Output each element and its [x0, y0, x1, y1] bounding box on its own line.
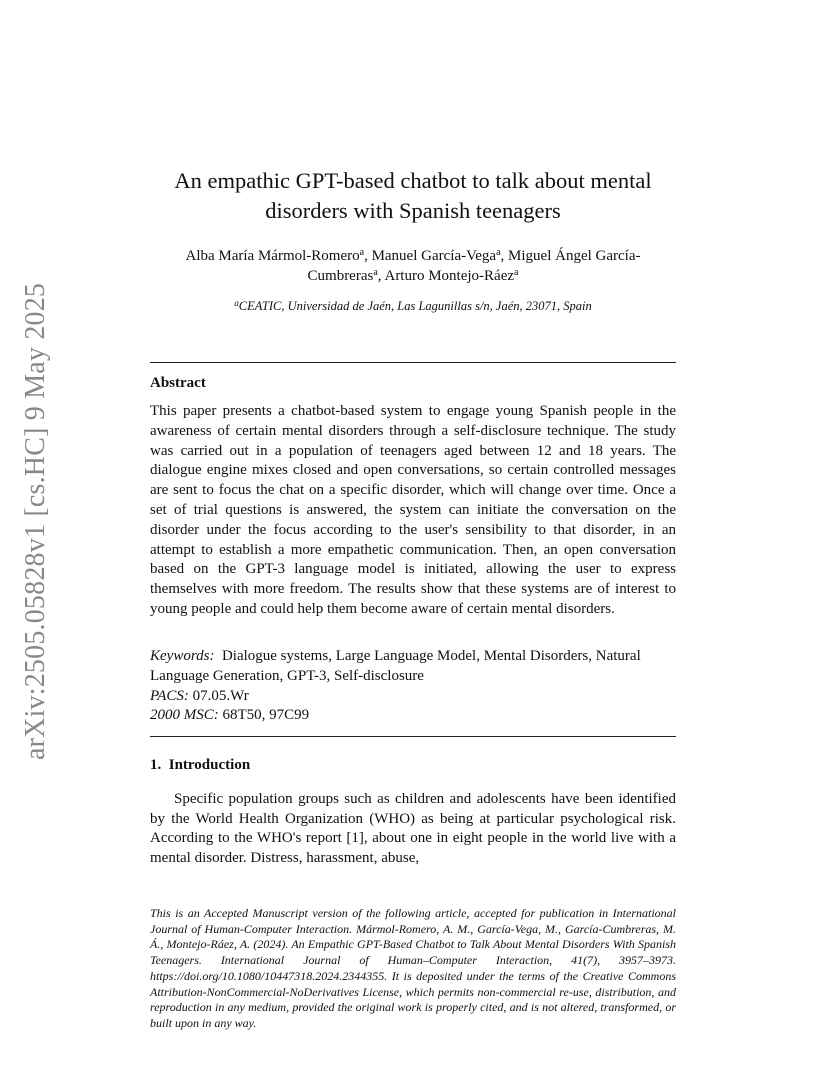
- keywords-label: Keywords:: [150, 648, 215, 664]
- author-separator: ,: [500, 248, 509, 264]
- msc-value: 68T50, 97C99: [222, 707, 310, 724]
- abstract-top-rule: [150, 362, 676, 363]
- affiliation: [150, 297, 676, 315]
- pacs-label: PACS:: [150, 687, 189, 704]
- publication-footnote: This is an Accepted Manuscript version of the following article, accepted for publication in International Journal of Human-Computer Interaction. Mármol-Romero, A. M., García-Vega, M., García-Cumbreras, M. Á., Montejo-Ráez, A. (2024). An Empathic GPT-Based Chatbot to Talk About Mental Disorders With Spanish Teenagers. International Journal of Human–Computer Interaction, 41(7), 3957–3973. https://doi.org/10.1080/10447318.2024.2344355. It is deposited under the terms of the Creative Commons Attribution-NonCommercial-NoDerivatives License, which permits non-commercial re-use, distribution, and reproduction in any medium, provided the original work is properly cited, and is not altered, transformed, or built upon in any way.: [150, 906, 676, 1030]
- msc-label: 2000 MSC:: [150, 707, 219, 724]
- paper-title: An empathic GPT-based chatbot to talk about mental disorders with Spanish teenagers: [174, 168, 652, 223]
- author-affiliation-mark: a: [373, 267, 378, 278]
- keywords-block: [150, 647, 676, 726]
- affiliation-text: CEATIC, Universidad de Jaén, Las Lagunillas s/n, Jaén, 23071, Spain: [238, 299, 592, 313]
- abstract-text: This paper presents a chatbot-based system to engage young Spanish people in the awareness of certain mental disorders through a self-disclosure technique. The study was carried out in a population of teenagers aged between 12 and 18 years. The dialogue engine mixes closed and open conversations, so certain controlled messages are sent to focus the chat on a specific disorder, which will change over time. Once a set of trial questions is answered, the system can initiate the conversation on the disorder under the focus according to the user's sensibility to that disorder, in an attempt to establish a more empathetic communication. Then, an open conversation based on the GPT-3 language model is initiated, allowing the user to express themselves with more freedom. The results show that these systems are of interest to young people and could help them become aware of certain mental disorders.: [150, 403, 676, 617]
- author-name: Manuel García-Vega: [371, 248, 497, 264]
- author-name: Arturo Montejo-Ráez: [384, 268, 515, 284]
- author-separator: ,: [364, 248, 372, 264]
- arxiv-identifier-stamp: arXiv:2505.05828v1 [cs.HC] 9 May 2025: [20, 282, 51, 760]
- introduction-heading: 1. Introduction: [150, 757, 251, 773]
- abstract-bottom-rule: [150, 736, 676, 737]
- author-affiliation-mark: a: [514, 267, 519, 278]
- author-name: Miguel Ángel García-Cumbreras: [307, 248, 641, 284]
- author-affiliation-mark: a: [496, 247, 501, 258]
- msc-line: [150, 706, 676, 726]
- author-separator: ,: [377, 268, 385, 284]
- affiliation-mark: a: [234, 298, 239, 308]
- introduction-text: Specific population groups such as children and adolescents have been identified by the World Health Organization (WHO) as being at particular psychological risk. According to the WHO's report [1], about one in eight people in the world live with a mental disorder. Distress, harassment, abuse,: [150, 791, 676, 866]
- pacs-line: [150, 687, 676, 707]
- keywords-value: Dialogue systems, Large Language Model, Mental Disorders, Natural Language Generation, GPT-3, Self-disclosure: [150, 648, 641, 684]
- pacs-value: 07.05.Wr: [192, 687, 249, 704]
- abstract-heading: Abstract: [150, 375, 206, 391]
- author-list: [150, 246, 676, 286]
- author-name: Alba María Mármol-Romero: [185, 248, 360, 264]
- author-affiliation-mark: a: [359, 247, 365, 258]
- keywords-line: [150, 647, 676, 687]
